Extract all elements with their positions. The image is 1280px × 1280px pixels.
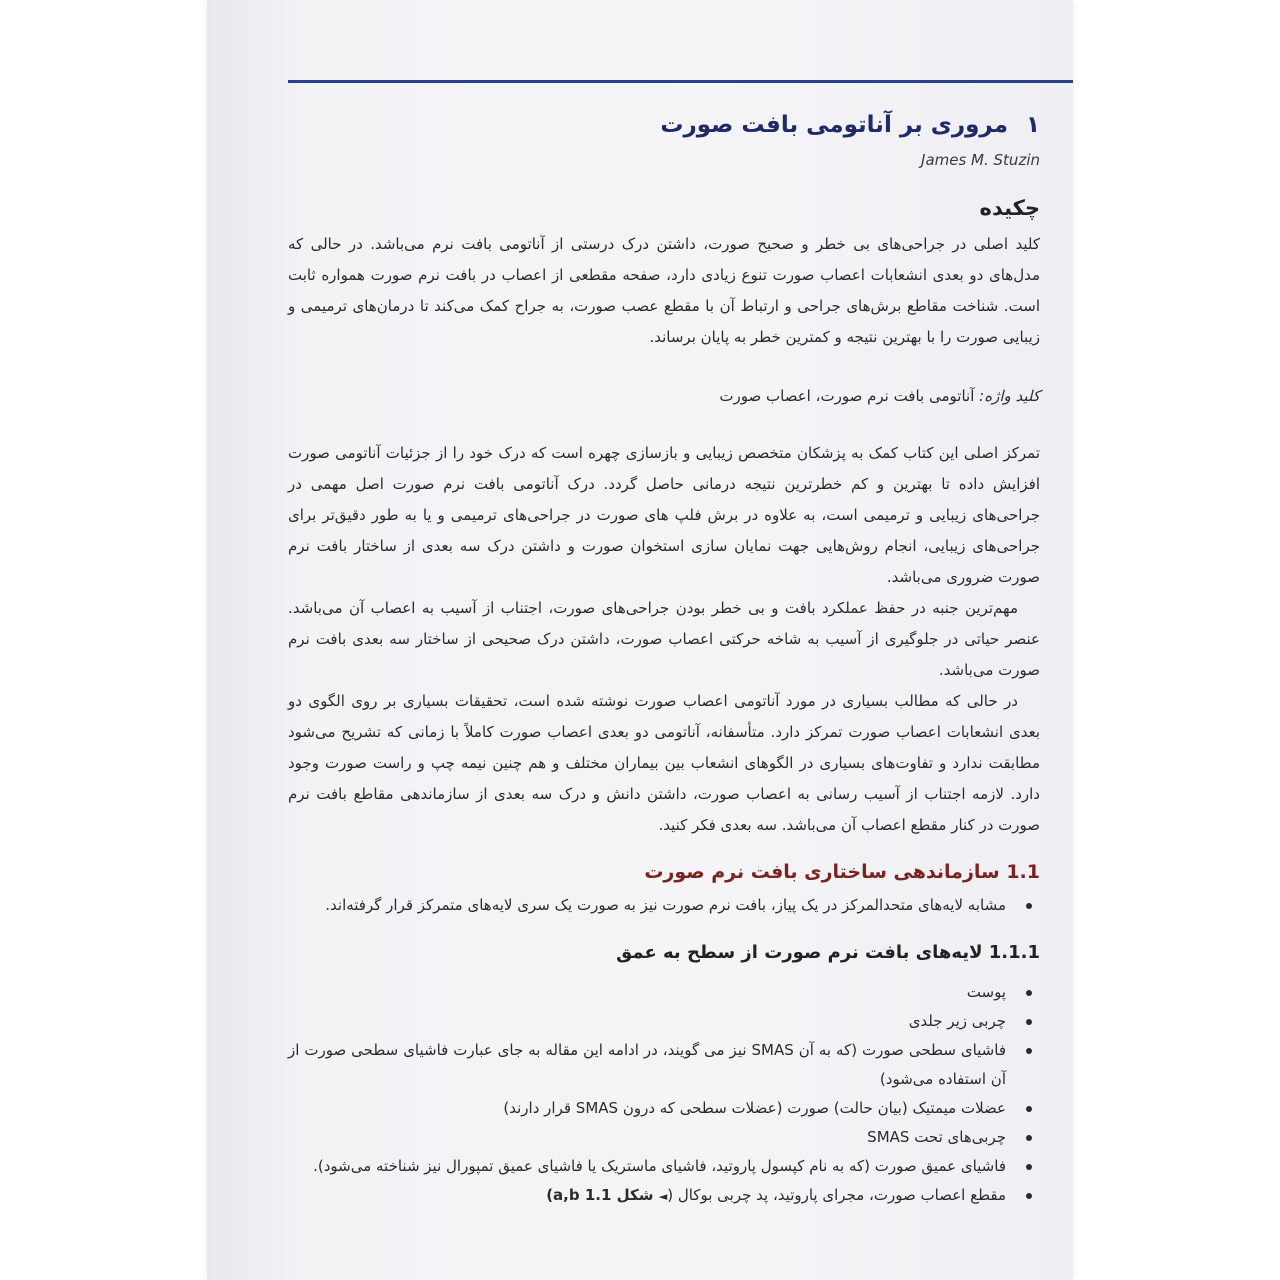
- body-paragraph-3: در حالی که مطالب بسیاری در مورد آناتومی اعصاب صورت نوشته شده است، تحقیقات بسیاری بر روی الگوی دو بعدی انشعابات اعصاب صورت تمرکز دارد. متأسفانه، آناتومی دو بعدی اعصاب صورت کاملاً با زمانی که تشریح می‌شود مطابقت ندارد و تفاوت‌های بسیاری در الگوهای انشعاب بین بیماران مختلف و هم چنین نیمه چپ و راست صورت وجود دارد. لازمه اجتناب از آسیب رسانی به اعصاب صورت، داشتن دانش و درک سه بعدی از سازماندهی مقاطع بافت نرم صورت در کنار مقطع اعصاب آن می‌باشد. سه بعدی فکر کنید.: [288, 692, 1040, 834]
- figure-close-paren: ): [546, 1186, 554, 1204]
- abstract-heading: چکیده: [979, 196, 1040, 220]
- abstract-paragraph: کلید اصلی در جراحی‌های بی خطر و صحیح صورت، داشتن درک درستی از آناتومی بافت نرم می‌باشد. در حالی که مدل‌های دو بعدی انشعابات اعصاب صورت تنوع زیادی دارد، صفحه مقطعی از اعصاب در بافت نرم صورت همواره ثابت است. شناخت مقاطع برش‌های جراحی و ارتباط آن با مقطع عصب صورت، به جراح کمک می‌کند تا درمان‌های ترمیمی و زیبایی صورت را با بهترین نتیجه و کمترین خطر به پایان برساند.: [288, 235, 1040, 346]
- list-item-figure: [288, 1181, 1006, 1211]
- keywords-line: [288, 381, 1040, 412]
- section-bullet: مشابه لایه‌های متحدالمرکز در یک پیاز، بافت نرم صورت نیز به صورت یک سری لایه‌های متمرکز قرار گرفته‌اند.: [288, 891, 1006, 920]
- body-paragraph-1: تمرکز اصلی این کتاب کمک به پزشکان متخصص زیبایی و بازسازی چهره است که درک خود را از جزئیات آناتومی صورت افزایش داده تا بهترین و کم خطرترین نتیجه درمانی حاصل گردد. درک آناتومی بافت نرم صورت اصل مهمی در جراحی‌های زیبایی و ترمیمی است، به علاوه در برش فلپ های صورت در جراحی‌های ترمیمی و یا به طور دقیق‌تر برای جراحی‌های زیبایی، انجام روش‌هایی جهت نمایان سازی استخوان صورت و داشتن درک سه بعدی از ساختار بافت نرم صورت ضروری می‌باشد.: [288, 444, 1040, 586]
- keywords-text: آناتومی بافت نرم صورت، اعصاب صورت: [719, 387, 975, 405]
- list-item: چربی‌های تحت SMAS: [288, 1123, 1006, 1152]
- list-item-text: مقطع اعصاب صورت، مجرای پاروتید، پد چربی بوکال (: [667, 1186, 1006, 1204]
- figure-reference: [546, 1186, 667, 1204]
- figure-marker-icon: ◄: [658, 1190, 668, 1203]
- chapter-number: ۱: [1025, 112, 1040, 138]
- figure-reference-text: شکل 1.1 a,b: [553, 1186, 654, 1204]
- list-item: فاشیای عمیق صورت (که به نام کپسول پاروتید، فاشیای ماستریک یا فاشیای عمیق تمپورال نیز شناخته می‌شود).: [288, 1152, 1006, 1181]
- keywords-label: کلید واژه:: [979, 387, 1040, 405]
- list-item: عضلات میمتیک (بیان حالت) صورت (عضلات سطحی که درون SMAS قرار دارند): [288, 1094, 1006, 1123]
- list-item: پوست: [288, 978, 1006, 1007]
- layers-list: [288, 978, 1040, 1211]
- section-bullets: [288, 891, 1040, 920]
- chapter-title: [288, 105, 1040, 145]
- subsection-heading: 1.1.1 لایه‌های بافت نرم صورت از سطح به عمق: [616, 942, 1040, 963]
- body-text: [288, 438, 1040, 841]
- header-rule: [288, 80, 1073, 83]
- author-name: James M. Stuzin: [921, 151, 1040, 169]
- body-paragraph-2: مهم‌ترین جنبه در حفظ عملکرد بافت و بی خطر بودن جراحی‌های صورت، اجتناب از آسیب به اعصاب آن می‌باشد. عنصر حیاتی در جلوگیری از آسیب به شاخه حرکتی اعصاب صورت، داشتن درک صحیحی از ساختار سه بعدی بافت نرم صورت می‌باشد.: [288, 599, 1040, 679]
- list-item: فاشیای سطحی صورت (که به آن SMAS نیز می گویند، در ادامه این مقاله به جای عبارت فاشیای سطحی صورت از آن استفاده می‌شود): [288, 1036, 1006, 1094]
- section-heading: 1.1 سازماندهی ساختاری بافت نرم صورت: [644, 861, 1040, 883]
- chapter-title-text: مروری بر آناتومی بافت صورت: [660, 112, 1008, 138]
- list-item: چربی زیر جلدی: [288, 1007, 1006, 1036]
- page-content: [288, 105, 1040, 1211]
